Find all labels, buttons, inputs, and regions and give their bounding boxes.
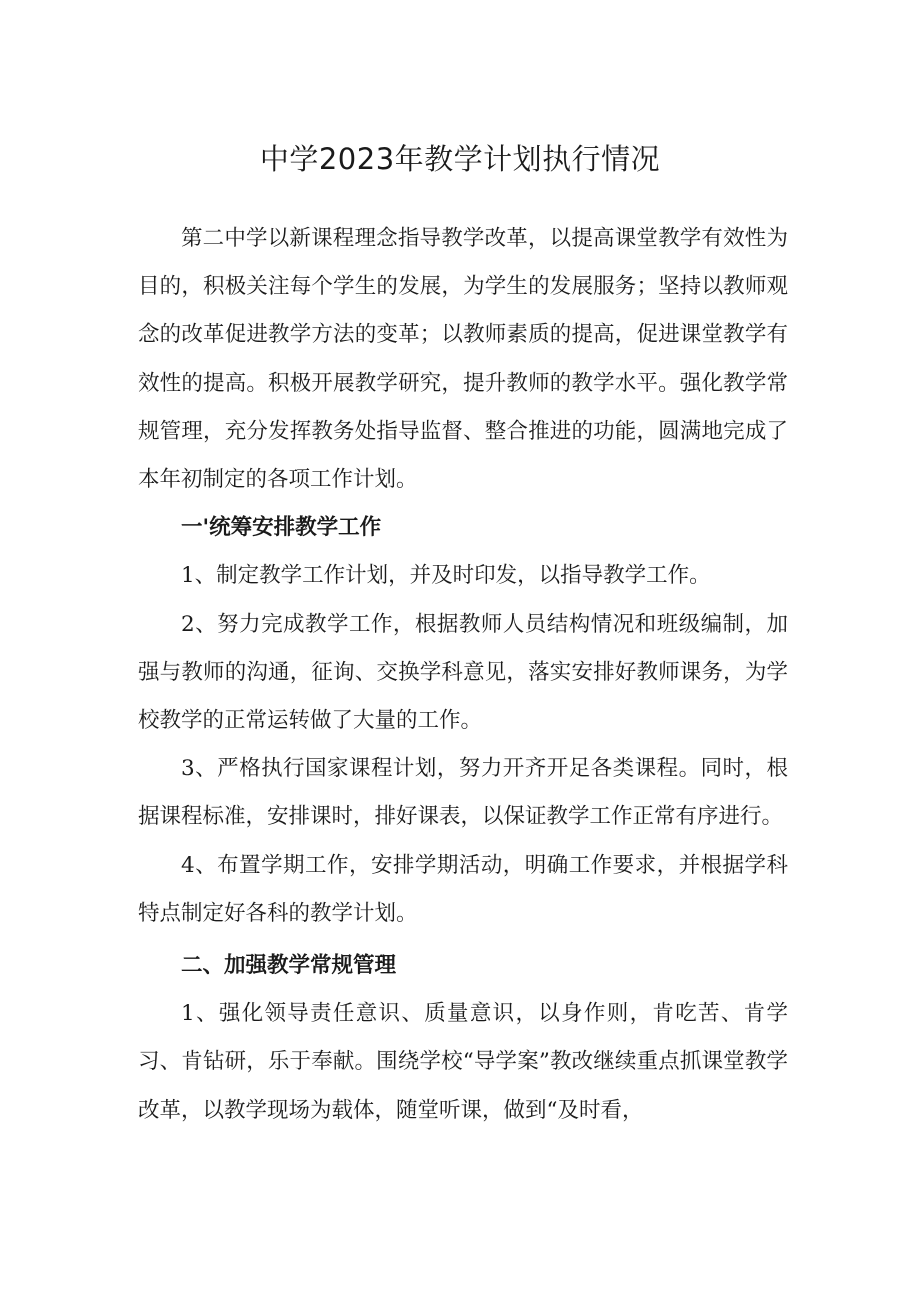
document-title: 中学2023年教学计划执行情况	[259, 142, 661, 176]
intro-paragraph: 第二中学以新课程理念指导教学改革，以提高课堂教学有效性为目的，积极关注每个学生的发展，为学生的发展服务；坚持以教师观念的改革促进教学方法的变革；以教师素质的提高，促进课堂教学有效性的提高。积极开展教学研究，提升教师的教学水平。强化教学常规管理，充分发挥教务处指导监督、整合推进的功能，圆满地完成了本年初制定的各项工作计划。	[138, 226, 788, 493]
section2-item-1: 1、强化领导责任意识、质量意识，以身作则，肯吃苦、肯学习、肯钻研，乐于奉献。围绕学校“导学案”教改继续重点抓课堂教学改革，以教学现场为载体，随堂听课，做到“及时看，	[138, 1001, 788, 1123]
section-heading-1: 一'统筹安排教学工作	[181, 515, 382, 541]
section1-item-4: 4、布置学期工作，安排学期活动，明确工作要求，并根据学科特点制定好各科的教学计划。	[138, 852, 788, 926]
section-heading-2: 二、加强教学常规管理	[181, 953, 397, 979]
section1-item-2: 2、努力完成教学工作，根据教师人员结构情况和班级编制，加强与教师的沟通，征询、交换学科意见，落实安排好教师课务，为学校教学的正常运转做了大量的工作。	[138, 611, 788, 734]
section1-item-1: 1、制定教学工作计划，并及时印发，以指导教学工作。	[181, 563, 711, 589]
section1-item-3: 3、严格执行国家课程计划，努力开齐开足各类课程。同时，根据课程标准，安排课时，排好课表，以保证教学工作正常有序进行。	[138, 756, 788, 830]
document-body	[138, 215, 788, 1135]
